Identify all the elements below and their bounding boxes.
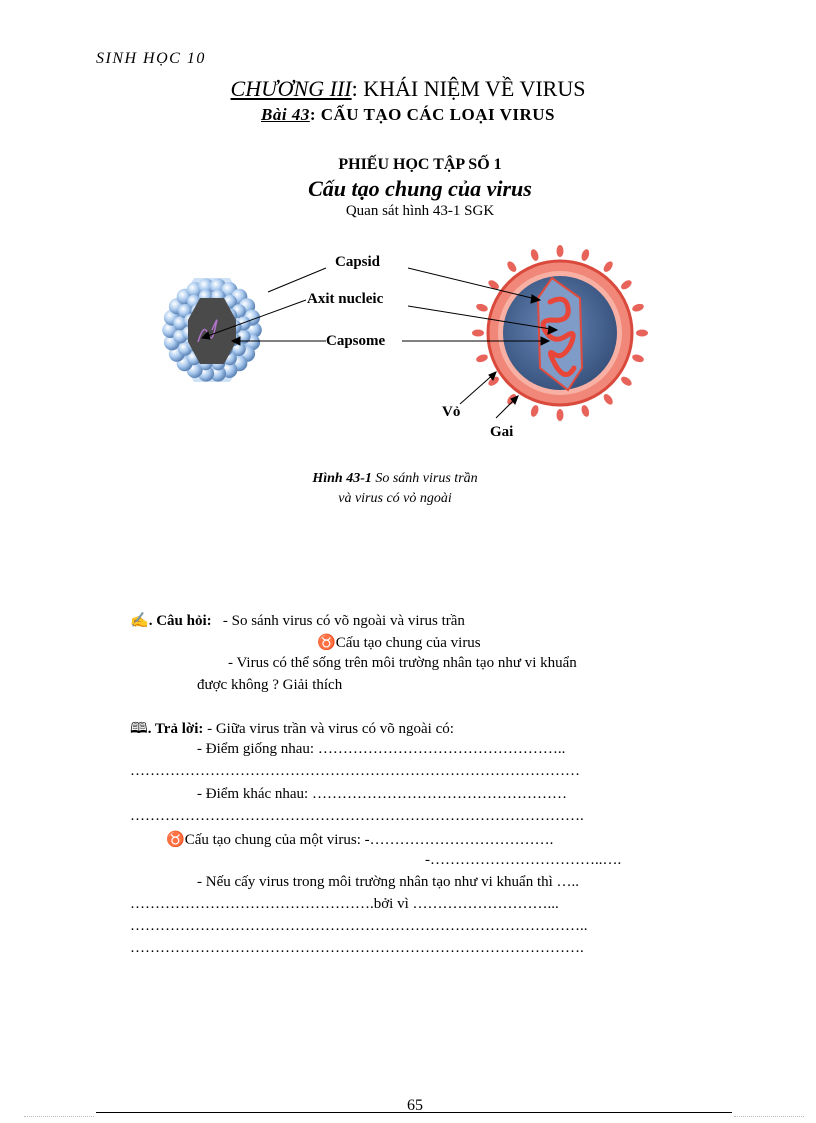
answer-line-6 xyxy=(166,830,553,849)
spike xyxy=(602,392,615,406)
label-axit-nucleic: Axit nucleic xyxy=(307,291,384,307)
spike xyxy=(619,278,633,291)
caption-line2: và virus có vỏ ngoài xyxy=(338,491,452,506)
label-vo: Vỏ xyxy=(442,404,461,420)
footer-dots-right xyxy=(734,1116,804,1117)
spike xyxy=(472,330,484,337)
lesson-label: Bài 43 xyxy=(261,105,310,124)
label-gai: Gai xyxy=(490,424,514,440)
spike xyxy=(557,245,564,257)
answer-because: bởi vì xyxy=(373,896,409,912)
spike xyxy=(505,260,518,274)
spike xyxy=(475,353,489,363)
caption-figure-number: Hình 43-1 xyxy=(312,471,372,486)
spike xyxy=(602,260,615,274)
pencil-icon: ✍ xyxy=(130,613,149,629)
worksheet-subtitle: Cấu tạo chung của virus xyxy=(308,176,532,201)
virus-figure xyxy=(120,240,680,460)
answer-text-1: - Giữa virus trần và virus có võ ngoài có: xyxy=(203,721,454,737)
answer-line-11: ………………………………………………………………………………. xyxy=(130,940,584,956)
taurus-bullet-icon: ♉ xyxy=(317,635,336,651)
chapter-label: CHƯƠNG III xyxy=(230,76,352,101)
figure-caption xyxy=(240,469,550,509)
answer-line-1 xyxy=(130,718,454,743)
spike xyxy=(636,330,648,337)
question-label: . Câu hỏi: xyxy=(148,613,212,629)
spike xyxy=(529,404,539,418)
spike xyxy=(631,302,645,312)
worksheet-observe: Quan sát hình 43-1 SGK xyxy=(345,203,495,219)
answer-line-5: ………………………………………………………………………………. xyxy=(130,808,584,824)
spike xyxy=(529,248,539,262)
question-text-1: - So sánh virus có võ ngoài và virus trần xyxy=(222,613,465,629)
spike xyxy=(580,404,590,418)
answer-dots-6: -………………………………. xyxy=(364,832,554,848)
taurus-bullet-icon: ♉ xyxy=(166,832,185,848)
answer-line-3: ……………………………………………………………………………… xyxy=(130,763,580,779)
question-text-2: Cấu tạo chung của virus xyxy=(335,635,481,651)
label-capsome: Capsome xyxy=(326,333,386,349)
answer-dots-9: …………………………………………. xyxy=(130,896,374,912)
answer-text-6: Cấu tạo chung của một virus: xyxy=(184,832,365,848)
footer-dots-left xyxy=(24,1116,94,1117)
lesson-title: : CẤU TẠO CÁC LOẠI VIRUS xyxy=(309,105,555,124)
book-icon: 🕮 xyxy=(130,721,148,737)
answer-line-4: - Điểm khác nhau: …………………………………………… xyxy=(197,786,567,802)
spike xyxy=(475,302,489,312)
answer-line-9 xyxy=(130,896,559,913)
question-line-4: được không ? Giải thích xyxy=(197,677,343,693)
answer-line-8: - Nếu cấy virus trong môi trường nhân tạo như vi khuẩn thì ….. xyxy=(197,874,580,890)
naked-virus xyxy=(162,278,262,382)
answer-line-10: ……………………………………………………………………………….. xyxy=(130,918,588,934)
core-nucleic-acid xyxy=(188,298,236,364)
chapter-heading xyxy=(0,76,816,102)
answer-dots-9b: ………………………... xyxy=(408,896,559,912)
page-number: 65 xyxy=(407,1097,423,1114)
enveloped-virus xyxy=(472,245,648,421)
caption-text: So sánh virus trần xyxy=(371,471,478,486)
question-line-2 xyxy=(317,633,481,652)
answer-line-2: - Điểm giống nhau: ………………………………………….. xyxy=(197,741,566,757)
answer-line-7: -……………………………..…. xyxy=(425,852,622,868)
spike xyxy=(631,353,645,363)
lesson-heading xyxy=(0,105,816,125)
subject-header: SINH HỌC 10 xyxy=(96,50,206,67)
label-capsid: Capsid xyxy=(335,254,381,270)
spike xyxy=(580,248,590,262)
footer-rule xyxy=(96,1112,732,1113)
spike xyxy=(619,375,633,388)
worksheet-title: PHIẾU HỌC TẬP SỐ 1 xyxy=(338,156,502,173)
chapter-title: : KHÁI NIỆM VỀ VIRUS xyxy=(351,76,586,101)
question-line-1 xyxy=(130,611,465,630)
question-line-3: - Virus có thể sống trên môi trường nhân tạo như vi khuẩn xyxy=(228,655,577,671)
answer-label: . Trả lời: xyxy=(147,721,204,737)
spike xyxy=(557,409,564,421)
